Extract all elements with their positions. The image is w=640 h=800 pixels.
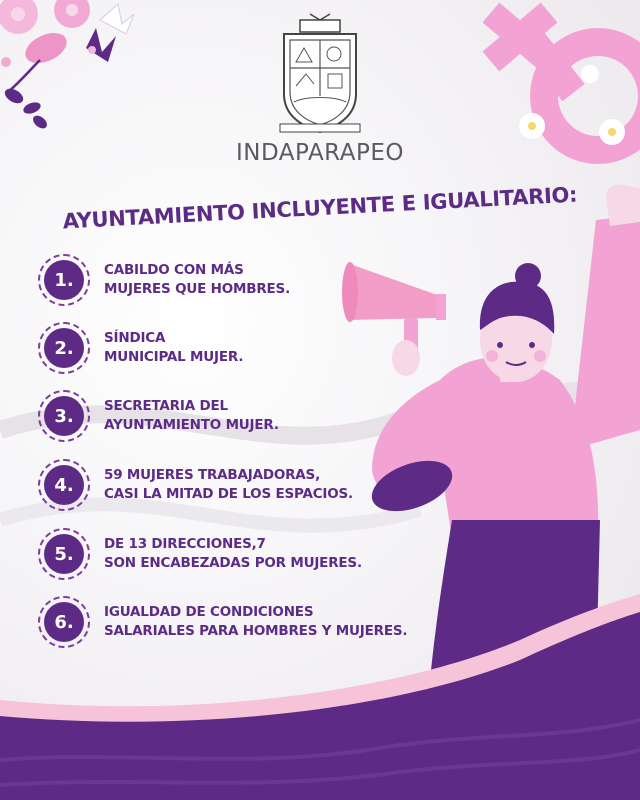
list-item <box>38 528 362 580</box>
number-badge: 5. <box>38 528 90 580</box>
item-text: CABILDO CON MÁS MUJERES QUE HOMBRES. <box>104 262 291 297</box>
list-item <box>38 254 290 306</box>
item-text: SÍNDICA MUNICIPAL MUJER. <box>104 330 244 365</box>
list-item <box>38 596 407 648</box>
number-badge: 4. <box>38 459 90 511</box>
flower-decor <box>0 0 134 131</box>
number-badge: 3. <box>38 390 90 442</box>
number-badge: 1. <box>38 254 90 306</box>
town-name: INDAPARAPEO <box>236 140 404 166</box>
list-item <box>38 459 353 511</box>
number-badge: 2. <box>38 322 90 374</box>
item-text: 59 MUJERES TRABAJADORAS, CASI LA MITAD DE LOS ESPACIOS. <box>104 467 353 502</box>
list-item <box>38 390 279 442</box>
female-symbol-icon <box>483 3 640 150</box>
headline: AYUNTAMIENTO INCLUYENTE E IGUALITARIO: <box>62 182 578 234</box>
number-badge: 6. <box>38 596 90 648</box>
list-item <box>38 322 243 374</box>
megaphone-icon <box>342 262 446 364</box>
coat-of-arms-logo <box>276 12 364 136</box>
item-text: SECRETARIA DEL AYUNTAMIENTO MUJER. <box>104 398 279 433</box>
item-text: DE 13 DIRECCIONES,7 SON ENCABEZADAS POR MUJERES. <box>104 536 362 571</box>
item-text: IGUALDAD DE CONDICIONES SALARIALES PARA HOMBRES Y MUJERES. <box>104 604 408 639</box>
